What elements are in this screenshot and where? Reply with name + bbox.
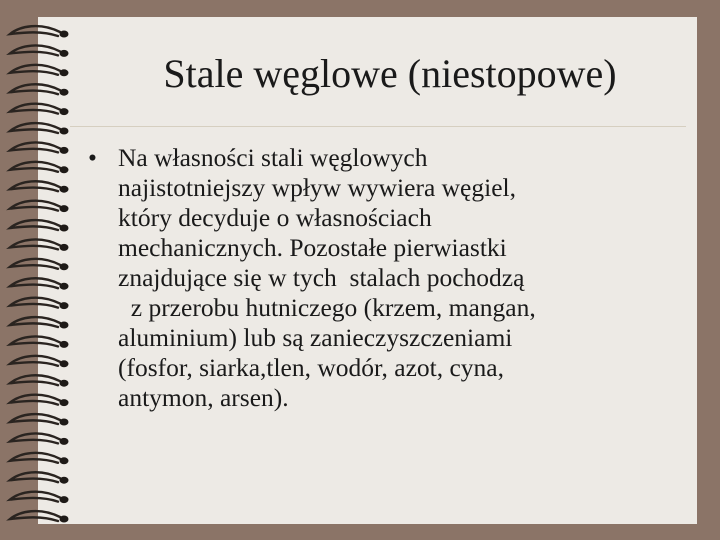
binding-ring [10,162,69,173]
binding-ring [10,356,69,367]
binding-ring [10,395,69,406]
binding-ring [10,453,69,464]
binding-ring [10,375,69,386]
binding-ring [10,336,69,347]
binding-ring [10,259,69,270]
bullet-line: antymon, arsen). [118,383,289,412]
binding-ring [10,181,69,192]
title-divider [70,126,686,127]
bullet-marker: • [88,143,97,172]
binding-ring [10,492,69,503]
bullet-line: z przerobu hutniczego (krzem, mangan, [118,293,536,322]
bullet-line: znajdujące się w tych stalach pochodzą [118,263,525,292]
bullet-line: najistotniejszy wpływ wywiera węgiel, [118,173,516,202]
binding-ring [10,472,69,483]
binding-ring [10,26,69,37]
binding-ring [10,123,69,134]
bullet-text [118,143,688,413]
bullet-line: Na własności stali węglowych [118,143,428,172]
bullet-line: (fosfor, siarka,tlen, wodór, azot, cyna, [118,353,504,382]
bullet-block [88,143,688,413]
binding-ring [10,317,69,328]
binding-ring [10,278,69,289]
binding-ring [10,239,69,250]
binding-ring [10,201,69,212]
binding-ring [10,298,69,309]
slide-title: Stale węglowe (niestopowe) [163,51,617,96]
binding-ring [10,433,69,444]
binding-ring [10,142,69,153]
bullet-line: aluminium) lub są zanieczyszczeniami [118,323,513,352]
binding-ring [10,511,69,522]
bullet-line: mechanicznych. Pozostałe pierwiastki [118,233,507,262]
bullet-line: który decyduje o własnościach [118,203,432,232]
binding-ring [10,220,69,231]
binding-ring [10,414,69,425]
binding-ring [10,104,69,115]
